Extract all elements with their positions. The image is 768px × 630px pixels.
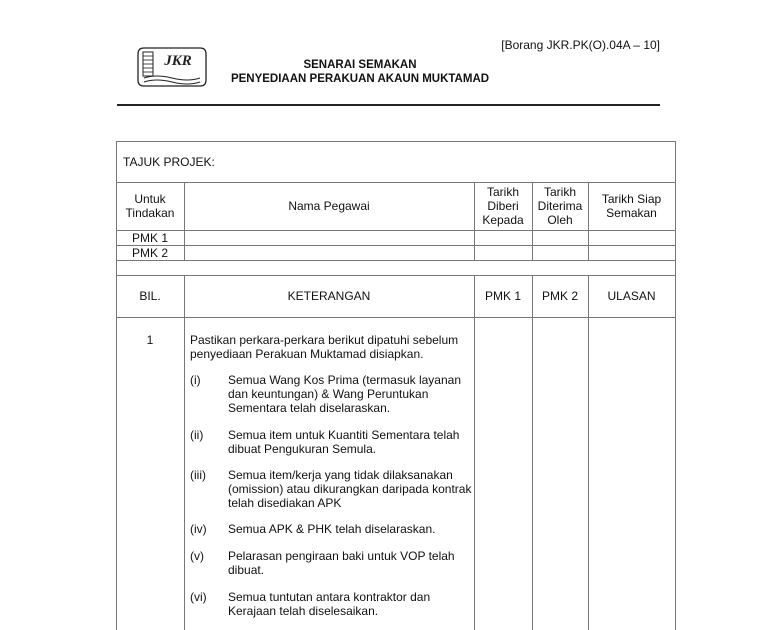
project-title-label: TAJUK PROJEK: xyxy=(123,155,215,169)
subitem-number: (vi) xyxy=(190,590,207,604)
row-line xyxy=(116,245,676,246)
subitem-text: Semua APK & PHK telah diselaraskan. xyxy=(228,522,436,536)
border-right xyxy=(675,141,676,630)
subitem-text: Pelarasan pengiraan baki untuk VOP telah dibuat. xyxy=(228,549,455,577)
row-line xyxy=(116,230,676,231)
col-keterangan: KETERANGAN xyxy=(287,289,371,303)
subitem-text: Semua item untuk Kuantiti Sementara telah dibuat Pengukuran Semula. xyxy=(228,428,460,456)
title-line-1: SENARAI SEMAKAN xyxy=(303,59,417,71)
row-line xyxy=(116,260,676,261)
subitem-number: (iii) xyxy=(190,468,206,482)
entry-bil: 1 xyxy=(146,333,154,347)
col-line xyxy=(588,182,589,260)
subitem-number: (ii) xyxy=(190,428,204,442)
col-nama-pegawai: Nama Pegawai xyxy=(288,199,370,213)
col-tarikh-siap: Tarikh Siap Semakan xyxy=(601,192,662,220)
subitem-text: Semua Wang Kos Prima (termasuk layanan dan keuntungan) & Wang Peruntukan Sementara telah diselaraskan. xyxy=(228,373,461,415)
col-line xyxy=(184,182,185,260)
officer-row-pmk1: PMK 1 xyxy=(131,230,168,245)
col-pmk1: PMK 1 xyxy=(484,289,521,303)
logo-text: JKR xyxy=(164,53,192,69)
form-code: [Borang JKR.PK(O).04A – 10] xyxy=(501,38,660,52)
document-title xyxy=(226,58,494,86)
col-line xyxy=(532,182,533,260)
col-tarikh-diberi: Tarikh Diberi Kepada xyxy=(482,185,524,227)
header-divider xyxy=(117,104,660,106)
officer-row-pmk2: PMK 2 xyxy=(131,245,168,260)
col-line xyxy=(588,275,589,630)
border-top xyxy=(116,141,676,142)
col-line xyxy=(184,275,185,630)
col-pmk2: PMK 2 xyxy=(541,289,578,303)
col-ulasan: ULASAN xyxy=(607,289,656,303)
subitem-number: (i) xyxy=(190,373,201,387)
subitem-text: Semua item/kerja yang tidak dilaksanakan (omission) atau dikurangkan daripada kontrak telah disediakan APK xyxy=(228,468,472,510)
col-tarikh-diterima: Tarikh Diterima Oleh xyxy=(537,185,583,227)
row-line xyxy=(116,317,676,318)
subitem-text: Semua tuntutan antara kontraktor dan Kerajaan telah diselesaikan. xyxy=(228,590,431,618)
entry-intro: Pastikan perkara-perkara berikut dipatuhi sebelum penyediaan Perakuan Muktamad disiapkan. xyxy=(190,333,459,361)
col-bil: BIL. xyxy=(139,289,161,303)
col-line xyxy=(474,182,475,260)
subitem-number: (iv) xyxy=(190,522,207,536)
col-line xyxy=(532,275,533,630)
col-untuk-tindakan: Untuk Tindakan xyxy=(125,192,175,220)
subitem-number: (v) xyxy=(190,549,204,563)
title-line-2: PENYEDIAAN PERAKUAN AKAUN MUKTAMAD xyxy=(230,73,490,85)
jkr-logo xyxy=(134,44,210,90)
checklist-form xyxy=(116,141,676,630)
